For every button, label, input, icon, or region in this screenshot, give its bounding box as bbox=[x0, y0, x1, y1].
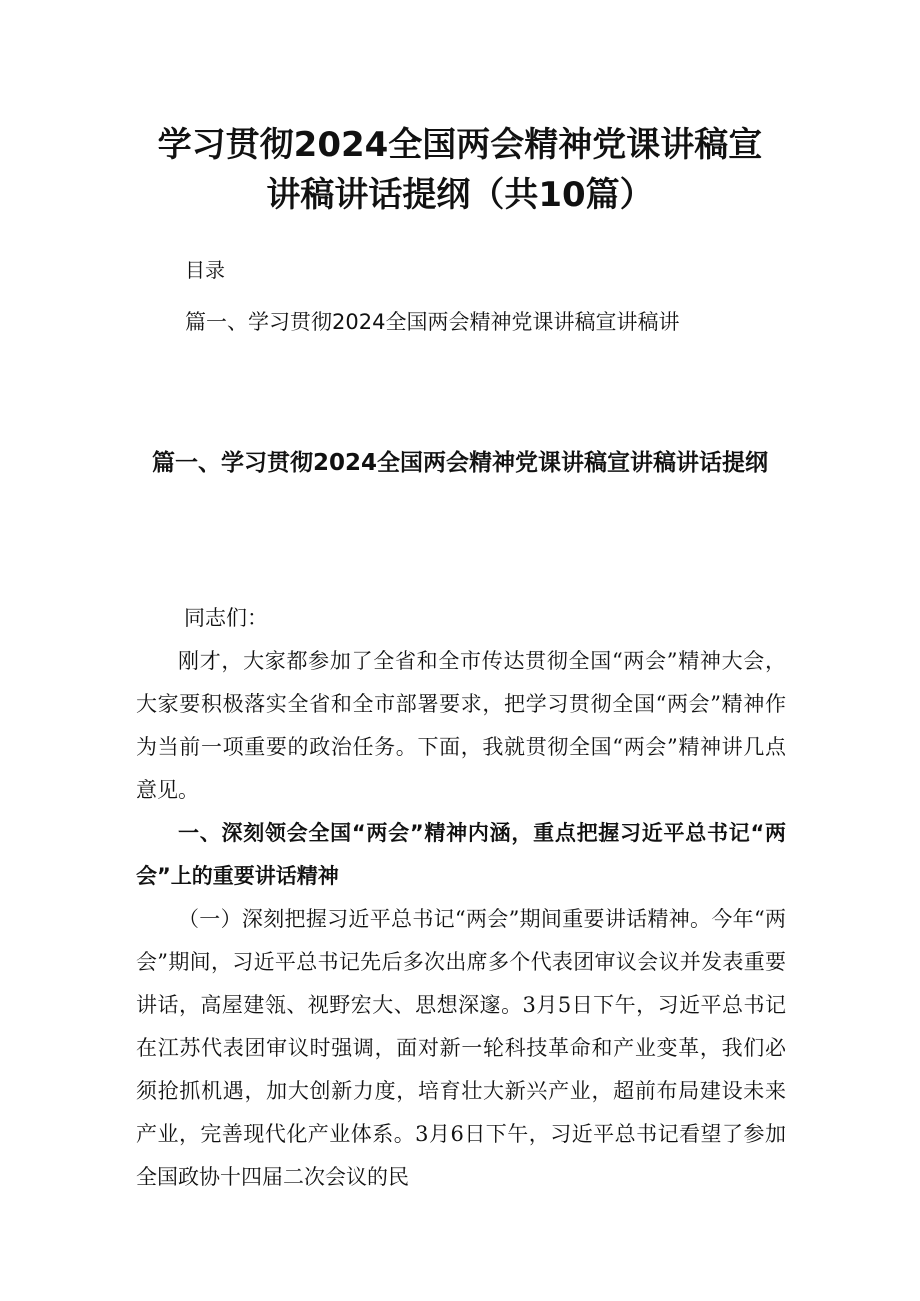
paragraph-intro: 刚才，大家都参加了全省和全市传达贯彻全国“两会”精神大会，大家要积极落实全省和全市部署要求，把学习贯彻全国“两会”精神作为当前一项重要的政治任务。下面，我就贯彻全国“两会”精神讲几点意见。 bbox=[136, 649, 786, 802]
toc-label: 目录 bbox=[185, 258, 225, 282]
document-title: 学习贯彻2024全国两会精神党课讲稿宣讲稿讲话提纲（共10篇） bbox=[157, 125, 763, 215]
document-body bbox=[136, 597, 786, 1199]
greeting: 同志们： bbox=[184, 606, 268, 630]
section-title: 篇一、学习贯彻2024全国两会精神党课讲稿宣讲稿讲话提纲 bbox=[151, 450, 768, 476]
heading-section-one: 一、深刻领会全国“两会”精神内涵，重点把握习近平总书记“两会”上的重要讲话精神 bbox=[136, 821, 786, 888]
toc-item[interactable]: 篇一、学习贯彻2024全国两会精神党课讲稿宣讲稿讲 bbox=[185, 310, 680, 334]
paragraph-subsection-one: （一）深刻把握习近平总书记“两会”期间重要讲话精神。今年“两会”期间，习近平总书记先后多次出席多个代表团审议会议并发表重要讲话，高屋建瓴、视野宏大、思想深邃。3月5日下午，习近平总书记在江苏代表团审议时强调，面对新一轮科技革命和产业变革，我们必须抢抓机遇，加大创新力度，培育壮大新兴产业，超前布局建设未来产业，完善现代化产业体系。3月6日下午，习近平总书记看望了参加全国政协十四届二次会议的民 bbox=[136, 907, 786, 1189]
